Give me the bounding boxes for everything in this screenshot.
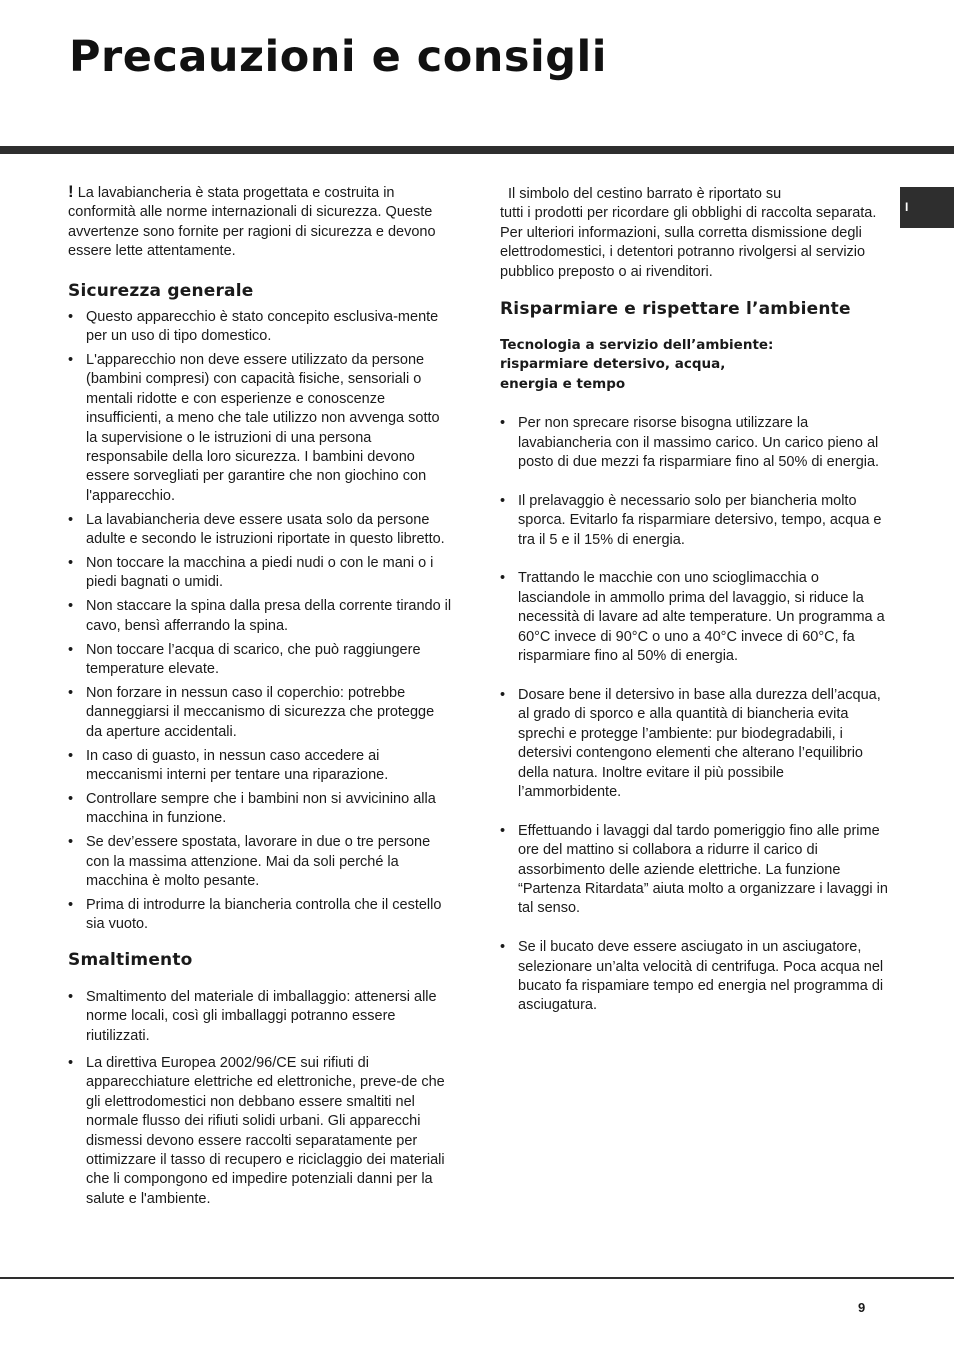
- list-item: • Se il bucato deve essere asciugato in un asciugatore, selezionare un’alta velocità di centrifuga. Poca acqua nel bucato fa rispamiare tempo ed energia nel programma di asciugatura.: [500, 938, 888, 1016]
- list-item: • La direttiva Europea 2002/96/CE sui rifiuti di apparecchiature elettriche ed elettroniche, preve-de che gli elettrodomestici non debbano essere smaltiti nel normale flusso dei rifiuti solidi urbani. Gli apparecchi dismessi devono essere raccolti separatamente per ottimizzare il tasso di recupero e riciclaggio dei materiali che li compongono ed impedire potenziali danni per la salute e l'ambiente.: [68, 1054, 452, 1209]
- recycling-text-line1: Il simbolo del cestino barrato è riportato su: [508, 186, 782, 202]
- list-item: • Trattando le macchie con uno scioglimacchia o lasciandole in ammollo prima del lavaggio, si riduce la necessità di lavare ad alte temperature. Un programma a 60°C invece di 90°C o uno a 40°C invece di 60°C, fa risparmiare fino al 50% di energia.: [500, 569, 888, 666]
- heading-sicurezza-generale: Sicurezza generale: [68, 280, 254, 301]
- list-item: • Se dev’essere spostata, lavorare in due o tre persone con la massima attenzione. Mai da soli perché la macchina è molto pesante.: [68, 833, 452, 891]
- heading-risparmiare: Risparmiare e rispettare l’ambiente: [500, 299, 851, 320]
- subheading-line: energia e tempo: [500, 375, 626, 392]
- list-item: • Per non sprecare risorse bisogna utilizzare la lavabiancheria con il massimo carico. Un carico pieno al posto di due mezzi fa risparmiare fino al 50% di energia.: [500, 414, 888, 472]
- list-item: • Non toccare l’acqua di scarico, che può raggiungere temperature elevate.: [68, 641, 452, 680]
- list-item: • Non staccare la spina dalla presa della corrente tirando il cavo, bensì afferrando la spina.: [68, 597, 452, 636]
- page-title: Precauzioni e consigli: [69, 32, 608, 82]
- list-item: • Non forzare in nessun caso il coperchio: potrebbe danneggiarsi il meccanismo di sicurezza che protegge da aperture accidentali.: [68, 684, 452, 742]
- list-item: • La lavabiancheria deve essere usata solo da persone adulte e secondo le istruzioni riportate in questo libretto.: [68, 511, 452, 550]
- subheading-tecnologia: [500, 336, 888, 394]
- recycling-text: tutti i prodotti per ricordare gli obblighi di raccolta separata. Per ulteriori informazioni, sulla corretta dismissione degli elettrodomestici, i detentori potranno rivolgersi al servizio pubblico preposto o ai rivenditori.: [500, 205, 877, 280]
- heading-smaltimento: Smaltimento: [68, 949, 193, 970]
- list-item: • Il prelavaggio è necessario solo per biancheria molto sporca. Evitarlo fa risparmiare detersivo, tempo, acqua e tra il 5 e il 15% di energia.: [500, 492, 888, 550]
- list-item: • Effettuando i lavaggi dal tardo pomeriggio fino alle prime ore del mattino si collabora a ridurre il carico di assorbimento delle aziende elettriche. La funzione “Partenza Ritardata” aiuta molto a organizzare i lavaggi in tal senso.: [500, 822, 888, 919]
- list-sicurezza-generale: [68, 308, 452, 935]
- list-item: • Prima di introdurre la biancheria controlla che il cestello sia vuoto.: [68, 896, 452, 935]
- warning-paragraph: [68, 182, 452, 262]
- list-item: • Dosare bene il detersivo in base alla durezza dell’acqua, al grado di sporco e alla quantità di biancheria evita sprechi e protegge l’ambiente: pur biodegradabili, i detersivi contengono elementi che alterano l’equilibrio della natura. Inoltre evitare il più possibile l’ammorbidente.: [500, 686, 888, 802]
- list-smaltimento: [68, 988, 452, 1209]
- recycling-paragraph: [500, 185, 888, 204]
- list-item: • Smaltimento del materiale di imballaggio: attenersi alle norme locali, così gli imballaggi potranno essere riutilizzati.: [68, 988, 452, 1046]
- list-item: • Non toccare la macchina a piedi nudi o con le mani o i piedi bagnati o umidi.: [68, 554, 452, 593]
- subheading-line: Tecnologia a servizio dell’ambiente:: [500, 337, 774, 354]
- header-rule: [0, 146, 954, 154]
- list-item: • In caso di guasto, in nessun caso accedere ai meccanismi interni per tentare una riparazione.: [68, 747, 452, 786]
- list-item: • Controllare sempre che i bambini non si avvicinino alla macchina in funzione.: [68, 790, 452, 829]
- footer-rule: [0, 1277, 954, 1279]
- list-item: • L'apparecchio non deve essere utilizzato da persone (bambini compresi) con capacità fisiche, sensoriali o mentali ridotte e con esperienze e conoscenze insufficienti, a meno che tale utilizzo non avvenga sotto la supervisione o le istruzioni di una persona responsabile della loro sicurezza. I bambini devono essere sorvegliati per garantire che non giochino con l'apparecchio.: [68, 351, 452, 506]
- page-number: 9: [858, 1300, 866, 1315]
- subheading-line: risparmiare detersivo, acqua,: [500, 356, 726, 373]
- warning-text: La lavabiancheria è stata progettata e costruita in conformità alle norme internazionali di sicurezza. Queste avvertenze sono fornite per ragioni di sicurezza e devono essere lette attentamente.: [68, 185, 436, 260]
- right-column: [500, 185, 888, 1035]
- warning-icon: !: [68, 182, 74, 201]
- list-risparmiare: [500, 414, 888, 1016]
- left-column: [68, 182, 452, 1217]
- language-tab: I: [900, 187, 954, 228]
- list-item: • Questo apparecchio è stato concepito esclusiva-mente per un uso di tipo domestico.: [68, 308, 452, 347]
